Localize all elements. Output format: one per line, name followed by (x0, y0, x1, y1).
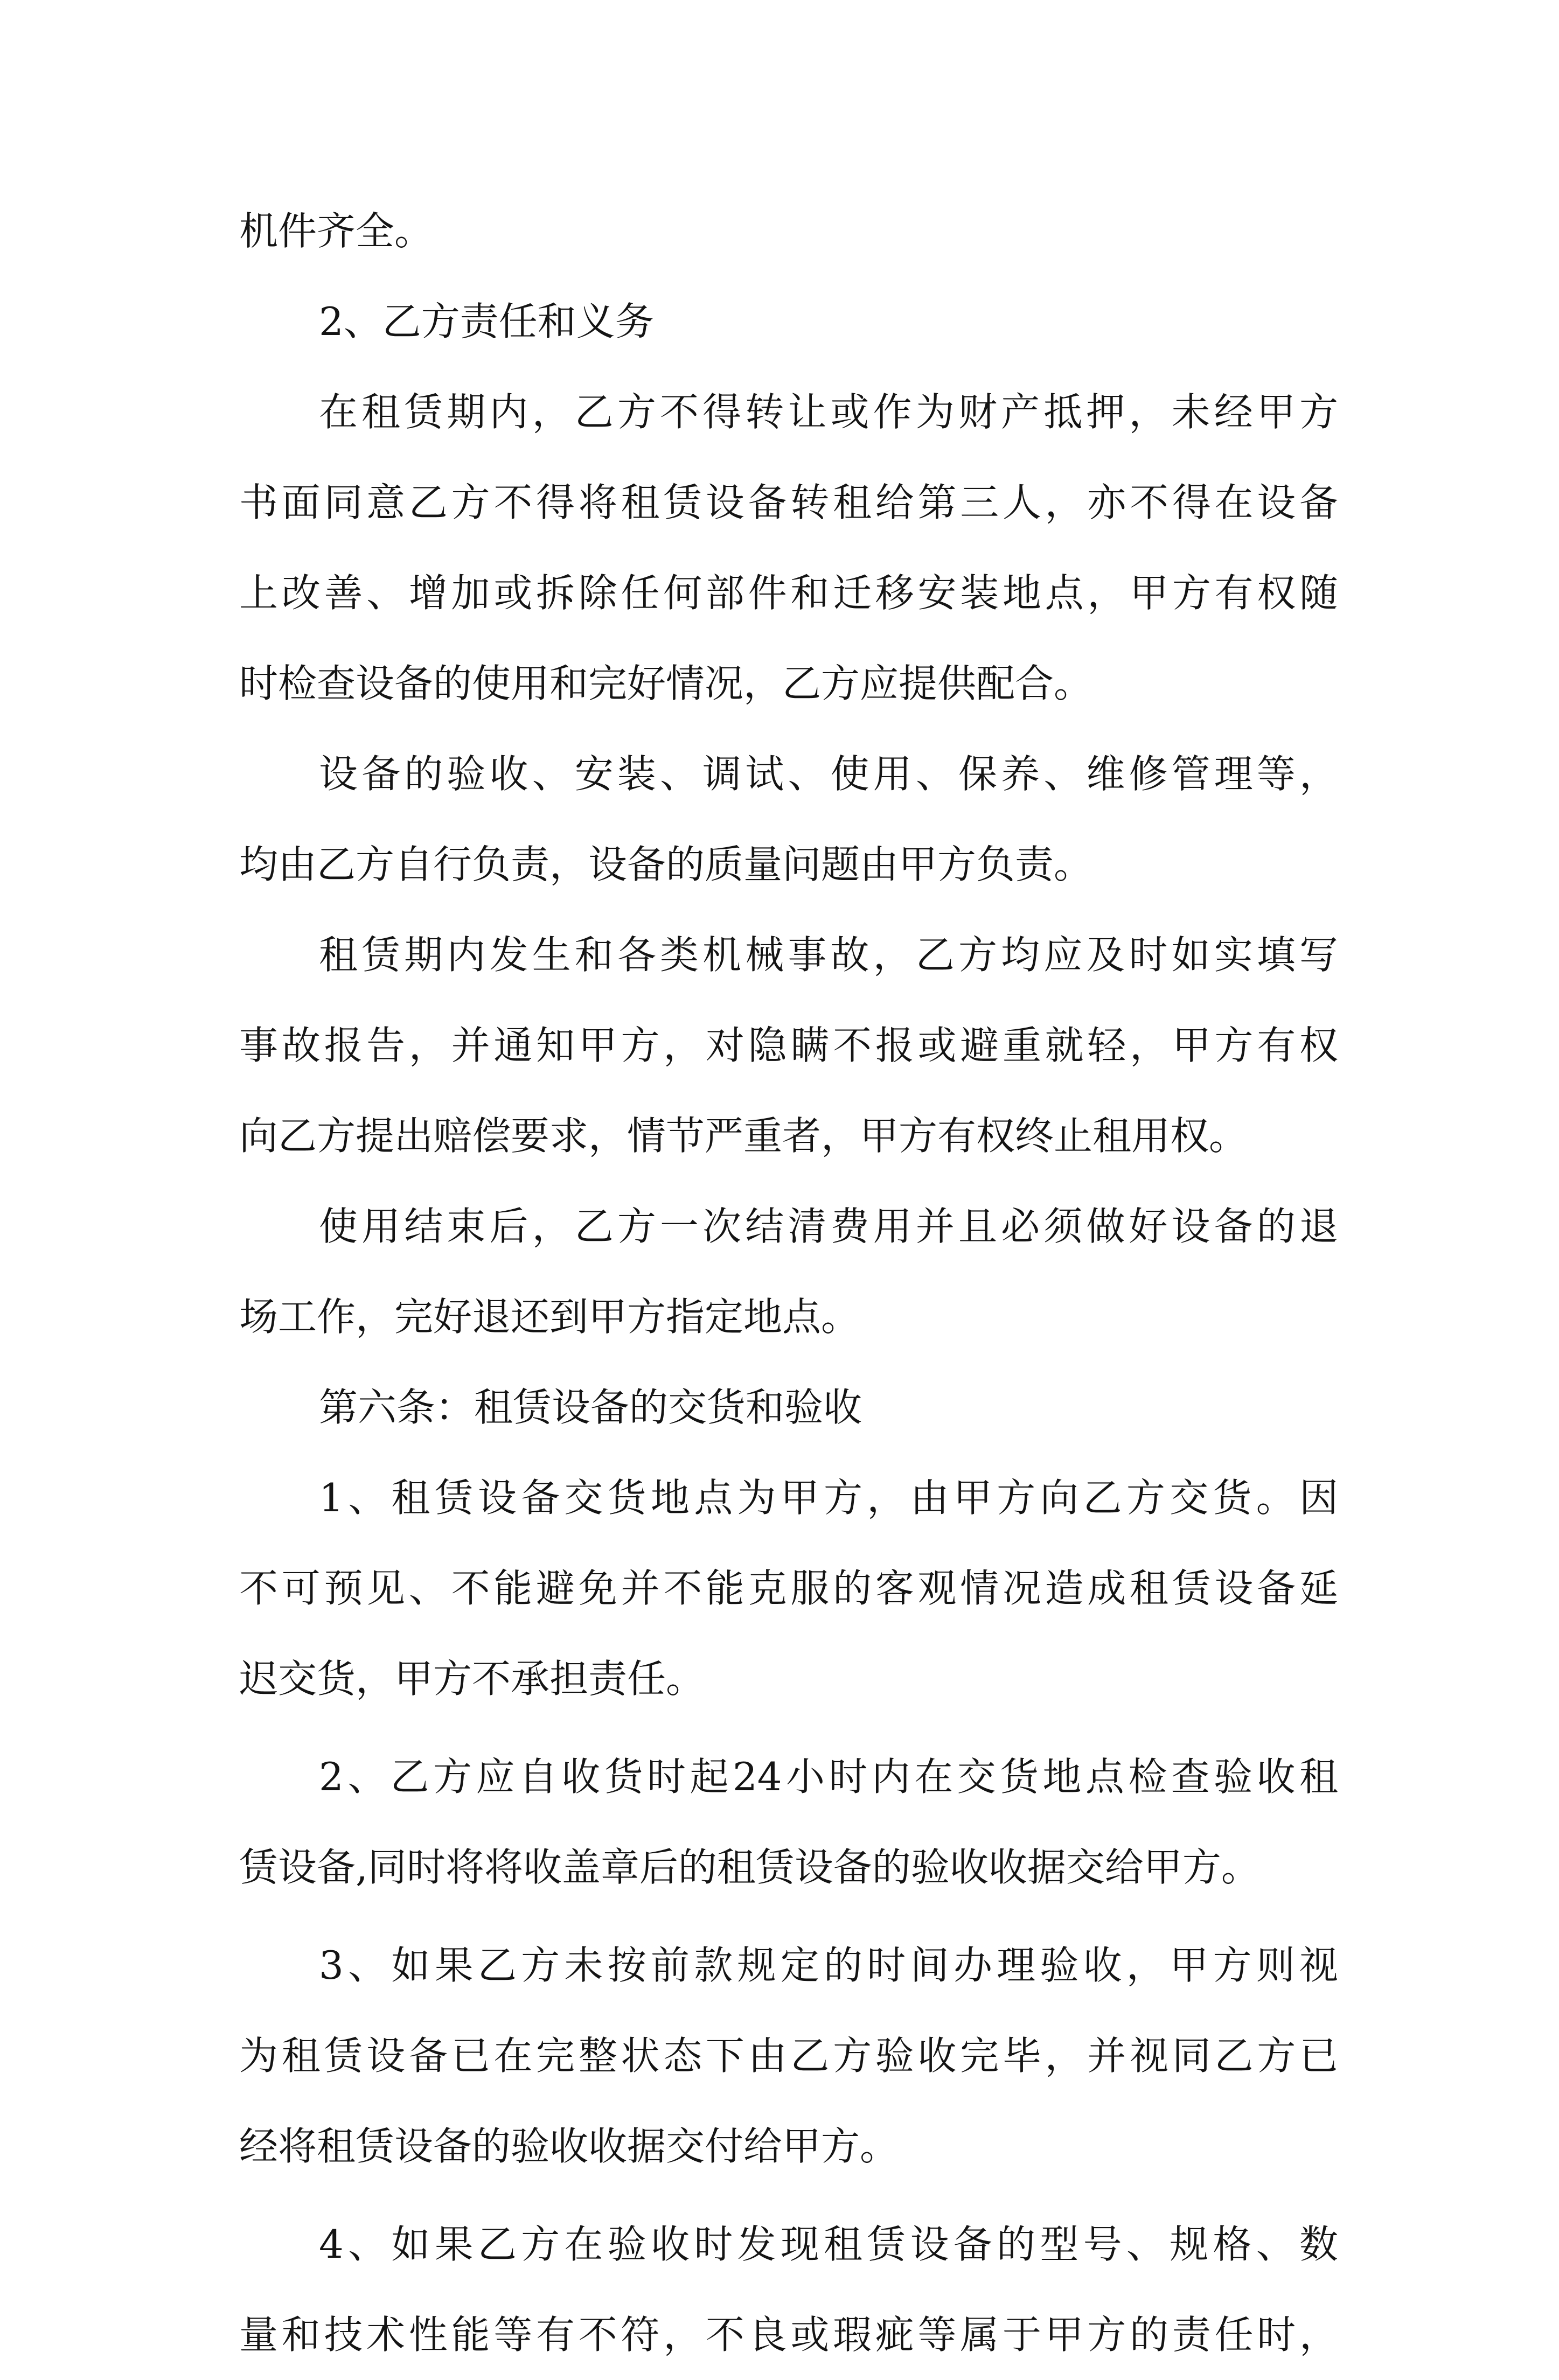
text-line: 场工作，完好退还到甲方指定地点。 (239, 1294, 860, 1339)
text-line: 量和技术性能等有不符，不良或瑕疵等属于甲方的责任时， (239, 2312, 1338, 2357)
text-line: 迟交货，甲方不承担责任。 (239, 1656, 705, 1701)
text-line: 2、乙方应自收货时起24小时内在交货地点检查验收租 (319, 1754, 1338, 1799)
text-line: 设备的验收、安装、调试、使用、保养、维修管理等， (319, 751, 1338, 797)
text-line: 不可预见、不能避免并不能克服的客观情况造成租赁设备延 (239, 1566, 1338, 1611)
article-heading: 第六条：租赁设备的交货和验收 (319, 1385, 862, 1430)
text-line: 均由乙方自行负责，设备的质量问题由甲方负责。 (239, 842, 1093, 887)
text-line: 租赁期内发生和各类机械事故，乙方均应及时如实填写 (319, 932, 1338, 978)
text-line: 上改善、增加或拆除任何部件和迁移安装地点，甲方有权随 (239, 570, 1338, 616)
text-line: 4、如果乙方在验收时发现租赁设备的型号、规格、数 (319, 2222, 1338, 2267)
text-line: 为租赁设备已在完整状态下由乙方验收完毕，并视同乙方已 (239, 2033, 1338, 2078)
text-line: 书面同意乙方不得将租赁设备转租给第三人，亦不得在设备 (239, 480, 1338, 525)
text-line: 事故报告，并通知甲方，对隐瞒不报或避重就轻，甲方有权 (239, 1023, 1338, 1068)
text-line: 使用结束后，乙方一次结清费用并且必须做好设备的退 (319, 1204, 1338, 1249)
text-line: 经将租赁设备的验收收据交付给甲方。 (239, 2124, 899, 2169)
document-body (239, 186, 1338, 2380)
text-line: 3、如果乙方未按前款规定的时间办理验收，甲方则视 (319, 1943, 1338, 1988)
text-line: 向乙方提出赔偿要求，情节严重者，甲方有权终止租用权。 (239, 1113, 1248, 1158)
text-line: 1、租赁设备交货地点为甲方，由甲方向乙方交货。因 (319, 1475, 1338, 1520)
section-heading: 2、乙方责任和义务 (319, 299, 654, 344)
text-line: 时检查设备的使用和完好情况，乙方应提供配合。 (239, 661, 1093, 706)
text-line: 机件齐全。 (239, 208, 434, 254)
text-line: 赁设备,同时将将收盖章后的租赁设备的验收收据交给甲方。 (239, 1845, 1260, 1890)
text-line: 在租赁期内，乙方不得转让或作为财产抵押，未经甲方 (319, 389, 1338, 435)
